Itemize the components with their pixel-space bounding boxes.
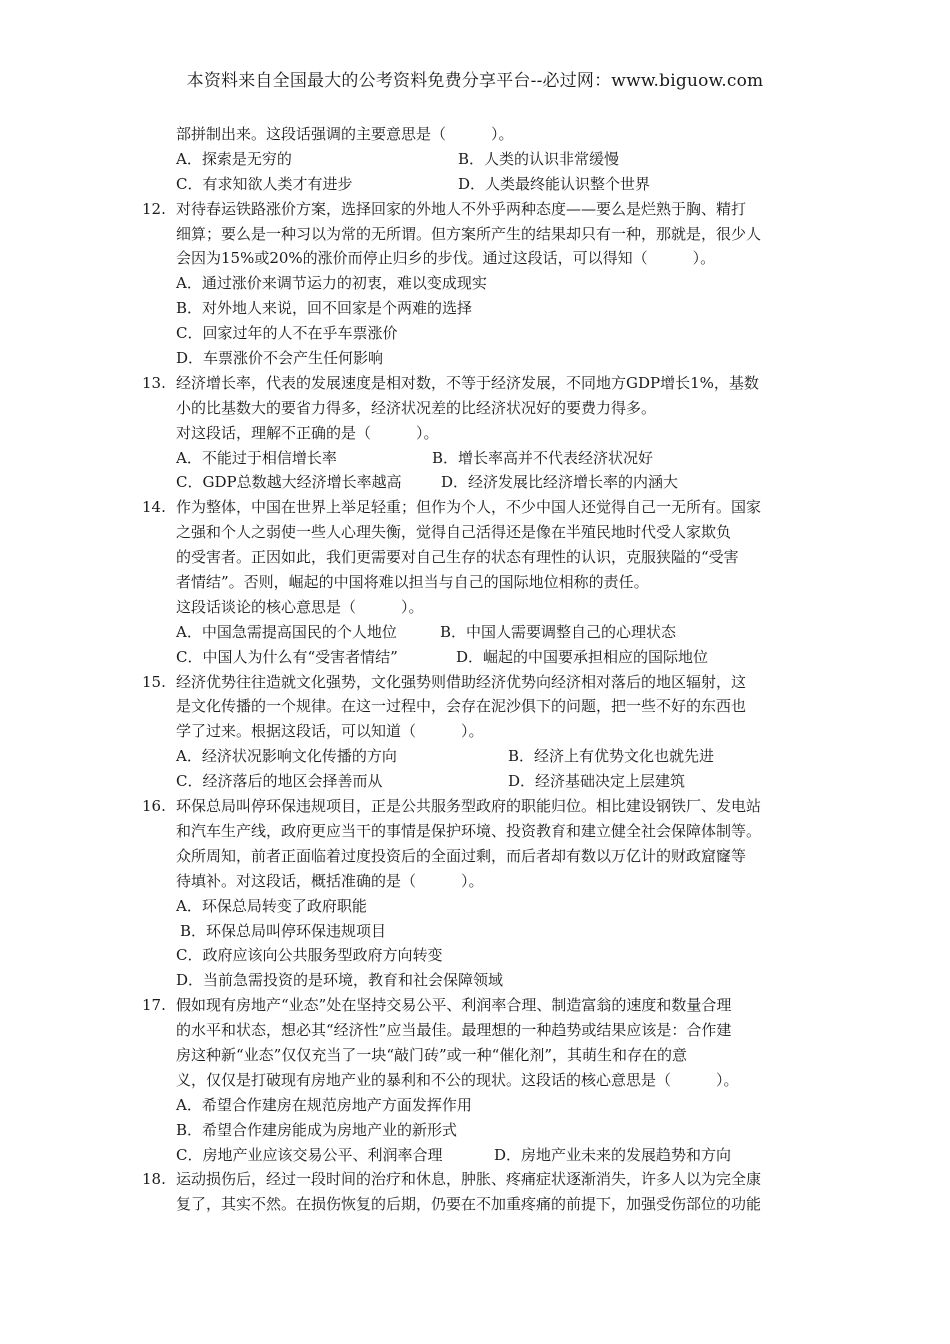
q13-number: 13. (142, 373, 166, 392)
q16-option-d: D．当前急需投资的是环境，教育和社会保障领域 (176, 971, 504, 990)
q13-option-d: D．经济发展比经济增长率的内涵大 (441, 473, 679, 492)
q13-text-1: 经济增长率，代表的发展速度是相对数，不等于经济发展，不同地方GDP增长1%，基数 (176, 373, 759, 392)
q12-option-b: B．对外地人来说，回不回家是个两难的选择 (176, 299, 473, 318)
q17-line-1 (142, 993, 810, 1018)
q16-option-b: B．环保总局叫停环保违规项目 (180, 921, 387, 940)
q15-option-c: C．经济落后的地区会择善而从 (176, 772, 383, 791)
q14-option-row-1 (150, 620, 810, 645)
q12-line-1 (142, 197, 810, 222)
q12-line-2: 细算；要么是一种习以为常的无所谓。但方案所产生的结果却只有一种，那就是，很少人 (176, 224, 762, 243)
q12-option-a: A．通过涨价来调节运力的初衷，难以变成现实 (176, 274, 487, 293)
q16-option-a: A．环保总局转变了政府职能 (176, 896, 367, 915)
q15-line-2: 是文化传播的一个规律。在这一过程中，会存在泥沙俱下的问题，把一些不好的东西也 (176, 697, 747, 716)
q15-line-1 (142, 670, 810, 695)
q11-option-row-1 (150, 147, 810, 172)
q14-line-2: 之强和个人之弱使一些人心理失衡，觉得自己活得还是像在半殖民地时代受人家欺负 (176, 523, 732, 542)
q12-option-c: C．回家过年的人不在乎车票涨价 (176, 324, 398, 343)
q17-text-1: 假如现有房地产“业态”处在坚持交易公平、利润率合理、制造富翁的速度和数量合理 (176, 996, 732, 1015)
q18-line-1 (142, 1167, 810, 1192)
q13-option-row-1 (150, 446, 810, 471)
q16-line-1 (142, 794, 810, 819)
q16-line-2: 和汽车生产线，政府更应当干的事情是保护环境、投资教育和建立健全社会保障体制等。 (176, 821, 762, 840)
q14-line-5: 这段话谈论的核心意思是（ ）。 (176, 597, 424, 616)
q13-option-c: C．GDP总数越大经济增长率越高 (176, 473, 402, 492)
q15-number: 15. (142, 672, 166, 691)
q15-option-b: B．经济上有优势文化也就先进 (508, 747, 715, 766)
q15-option-a: A．经济状况影响文化传播的方向 (176, 747, 397, 766)
q17-line-2: 的水平和状态，想必其“经济性”应当最佳。最理想的一种趋势或结果应该是：合作建 (176, 1021, 732, 1040)
q14-number: 14. (142, 498, 166, 517)
q15-line-3: 学了过来。根据这段话，可以知道（ ）。 (176, 722, 484, 741)
q17-option-c: C．房地产业应该交易公平、利润率合理 (176, 1145, 443, 1164)
q18-number: 18. (142, 1170, 166, 1189)
q13-option-row-2 (150, 470, 810, 495)
page-header: 本资料来自全国最大的公考资料免费分享平台--必过网：www.biguow.com (186, 71, 764, 91)
q11-option-d: D．人类最终能认识整个世界 (458, 174, 651, 193)
q13-option-a: A．不能过于相信增长率 (176, 448, 337, 467)
q13-line-2: 小的比基数大的要省力得多，经济状况差的比经济状况好的要费力得多。 (176, 398, 657, 417)
q14-option-row-2 (150, 645, 810, 670)
q14-option-d: D．崛起的中国要承担相应的国际地位 (456, 647, 709, 666)
q12-line-3: 会因为15%或20%的涨价而停止归乡的步伐。通过这段话，可以得知（ ）。 (176, 249, 716, 268)
q18-text-1: 运动损伤后，经过一段时间的治疗和休息，肿胀、疼痛症状逐渐消失，许多人以为完全康 (176, 1170, 762, 1189)
q14-option-a: A．中国急需提高国民的个人地位 (176, 622, 397, 641)
question-list (142, 122, 810, 1217)
q13-line-1 (142, 371, 810, 396)
q17-option-row-3 (150, 1143, 810, 1168)
q12-option-d: D．车票涨价不会产生任何影响 (176, 349, 384, 368)
q17-line-4: 义，仅仅是打破现有房地产业的暴利和不公的现状。这段话的核心意思是（ ）。 (176, 1070, 739, 1089)
q15-option-row-2 (150, 769, 810, 794)
q12-number: 12. (142, 199, 166, 218)
q14-option-c: C．中国人为什么有“受害者情结” (176, 647, 398, 666)
q15-text-1: 经济优势往往造就文化强势，文化强势则借助经济优势向经济相对落后的地区辐射，这 (176, 672, 747, 691)
q11-option-b: B．人类的认识非常缓慢 (458, 149, 620, 168)
q11-line-1: 部拼制出来。这段话强调的主要意思是（ ）。 (176, 125, 514, 143)
q15-option-d: D．经济基础决定上层建筑 (508, 772, 686, 791)
q14-option-b: B．中国人需要调整自己的心理状态 (440, 622, 677, 641)
q17-number: 17. (142, 996, 166, 1015)
q17-option-b: B．希望合作建房能成为房地产业的新形式 (176, 1120, 458, 1139)
q13-option-b: B．增长率高并不代表经济状况好 (432, 448, 654, 467)
q17-line-3: 房这种新“业态”仅仅充当了一块“敲门砖”或一种“催化剂”，其萌生和存在的意 (176, 1045, 688, 1064)
q11-option-row-2 (150, 172, 810, 197)
q13-line-3: 对这段话，理解不正确的是（ ）。 (176, 423, 439, 442)
q14-line-1 (142, 495, 810, 520)
q11-option-a: A．探索是无穷的 (176, 149, 292, 168)
q17-option-a: A．希望合作建房在规范房地产方面发挥作用 (176, 1095, 472, 1114)
q14-line-3: 的受害者。正因如此，我们更需要对自己生存的状态有理性的认识，克服狭隘的“受害 (176, 548, 739, 567)
q16-text-1: 环保总局叫停环保违规项目，正是公共服务型政府的职能归位。相比建设钢铁厂、发电站 (176, 797, 762, 816)
q12-text-1: 对待春运铁路涨价方案，选择回家的外地人不外乎两种态度——要么是烂熟于胸、精打 (176, 199, 747, 218)
q16-line-4: 待填补。对这段话，概括准确的是（ ）。 (176, 871, 484, 890)
q14-line-4: 者情结”。否则，崛起的中国将难以担当与自己的国际地位相称的责任。 (176, 573, 649, 592)
q14-text-1: 作为整体，中国在世界上举足轻重；但作为个人，不少中国人还觉得自己一无所有。国家 (176, 498, 762, 517)
q15-option-row-1 (150, 744, 810, 769)
q17-option-d: D．房地产业未来的发展趋势和方向 (494, 1145, 732, 1164)
q18-line-2: 复了，其实不然。在损伤恢复的后期，仍要在不加重疼痛的前提下，加强受伤部位的功能 (176, 1195, 762, 1214)
q11-option-c: C．有求知欲人类才有进步 (176, 174, 353, 193)
q16-number: 16. (142, 797, 166, 816)
q16-line-3: 众所周知，前者正面临着过度投资后的全面过剩，而后者却有数以万亿计的财政窟窿等 (176, 846, 747, 865)
q16-option-c: C．政府应该向公共服务型政府方向转变 (176, 946, 443, 965)
